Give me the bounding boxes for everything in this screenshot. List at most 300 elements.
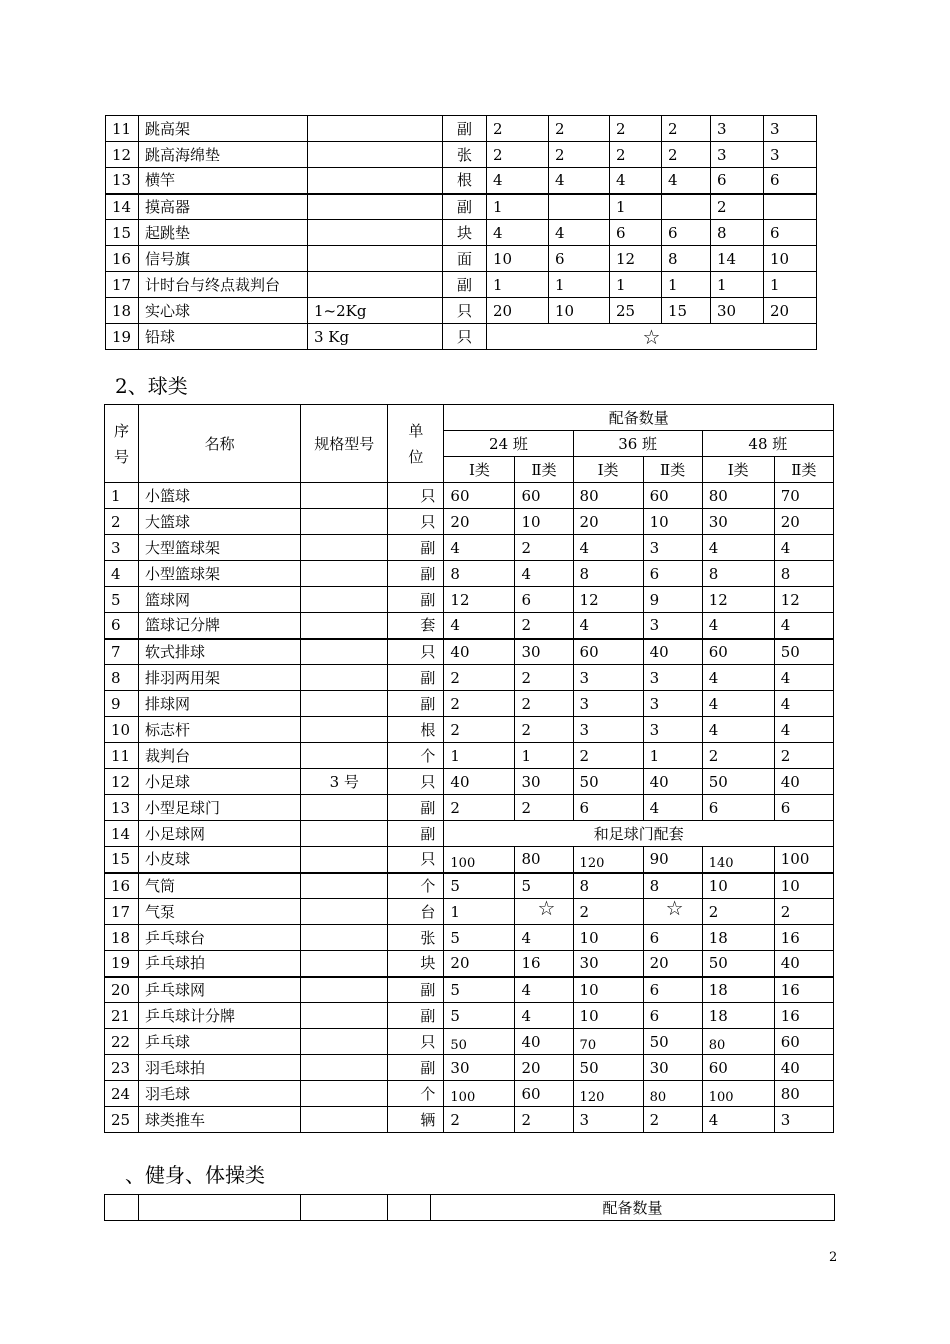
row-spec: [301, 561, 388, 587]
cell-empty: [105, 1195, 139, 1221]
row-spec: [301, 899, 388, 925]
row-value: 80: [643, 1081, 702, 1107]
row-value: 2: [774, 899, 833, 925]
row-no: 1: [105, 483, 139, 509]
row-value: 4: [702, 691, 774, 717]
row-value: 10: [549, 298, 610, 324]
table-row: [105, 509, 834, 535]
row-no: 17: [106, 272, 139, 298]
row-value: 12: [774, 587, 833, 613]
row-no: 16: [106, 246, 139, 272]
row-value: 10: [573, 1003, 643, 1029]
row-merged-value: ☆: [487, 324, 817, 350]
row-spec: [301, 925, 388, 951]
row-value: 10: [515, 509, 573, 535]
row-unit: 副: [443, 116, 487, 142]
row-value: 2: [573, 899, 643, 925]
row-value: 6: [774, 795, 833, 821]
row-merged-value: 和足球门配套: [444, 821, 834, 847]
row-value: 4: [774, 717, 833, 743]
row-no: 7: [105, 639, 139, 665]
row-unit: 块: [388, 951, 444, 977]
table-row: [105, 925, 834, 951]
row-value: 2: [444, 795, 515, 821]
table-row: [106, 194, 817, 220]
row-value: 2: [610, 116, 662, 142]
cell-empty: [388, 1195, 431, 1221]
row-value: 4: [444, 535, 515, 561]
row-unit: 副: [388, 1003, 444, 1029]
row-value: 10: [643, 509, 702, 535]
row-value: 40: [444, 769, 515, 795]
row-no: 19: [106, 324, 139, 350]
row-value: 10: [573, 925, 643, 951]
row-value: 2: [515, 613, 573, 639]
row-no: 23: [105, 1055, 139, 1081]
table-row: [105, 1055, 834, 1081]
row-value: 16: [774, 1003, 833, 1029]
row-value: 5: [444, 873, 515, 899]
row-value: 1: [643, 743, 702, 769]
row-value: 3: [573, 717, 643, 743]
row-value: 4: [774, 535, 833, 561]
row-value: 3: [643, 691, 702, 717]
row-value: 2: [711, 194, 764, 220]
row-value: 1: [610, 272, 662, 298]
row-value: 3: [573, 665, 643, 691]
row-value: 20: [444, 509, 515, 535]
row-name: 起跳垫: [139, 220, 308, 246]
row-value: 1: [662, 272, 711, 298]
row-value: 2: [549, 142, 610, 168]
row-spec: [301, 483, 388, 509]
row-no: 24: [105, 1081, 139, 1107]
row-value: 50: [573, 1055, 643, 1081]
row-value: 9: [643, 587, 702, 613]
row-value: 12: [444, 587, 515, 613]
row-value: 60: [643, 483, 702, 509]
row-unit: 副: [443, 194, 487, 220]
row-value: 2: [444, 717, 515, 743]
row-value: 40: [643, 769, 702, 795]
row-value: 40: [774, 1055, 833, 1081]
row-name: 大型篮球架: [139, 535, 301, 561]
row-spec: 1~2Kg: [308, 298, 443, 324]
row-value: ☆: [643, 899, 702, 925]
row-unit: 根: [443, 168, 487, 194]
row-value: 40: [515, 1029, 573, 1055]
row-spec: [301, 535, 388, 561]
row-unit: 副: [388, 587, 444, 613]
row-value: 2: [515, 717, 573, 743]
page-number: 2: [829, 1250, 838, 1265]
row-value: 6: [711, 168, 764, 194]
table-row: [105, 951, 834, 977]
row-value: 1: [610, 194, 662, 220]
row-value: 6: [643, 925, 702, 951]
row-value: 6: [764, 168, 817, 194]
table-row: [105, 691, 834, 717]
row-name: 小篮球: [139, 483, 301, 509]
row-value: 4: [515, 561, 573, 587]
row-name: 篮球记分牌: [139, 613, 301, 639]
row-name: 跳高架: [139, 116, 308, 142]
row-unit: 个: [388, 1081, 444, 1107]
row-value: 80: [774, 1081, 833, 1107]
row-value: 2: [643, 1107, 702, 1133]
row-value: 120: [573, 1081, 643, 1107]
row-no: 12: [106, 142, 139, 168]
row-no: 2: [105, 509, 139, 535]
row-no: 17: [105, 899, 139, 925]
row-value: 80: [702, 1029, 774, 1055]
row-value: 60: [444, 483, 515, 509]
row-no: 8: [105, 665, 139, 691]
row-value: 16: [774, 925, 833, 951]
row-spec: [301, 1107, 388, 1133]
row-name: 排羽两用架: [139, 665, 301, 691]
row-unit: 副: [443, 272, 487, 298]
table-row: [106, 116, 817, 142]
row-value: 12: [702, 587, 774, 613]
row-value: 1: [711, 272, 764, 298]
row-no: 5: [105, 587, 139, 613]
row-name: 乒乓球: [139, 1029, 301, 1055]
table-row: [105, 795, 834, 821]
row-no: 16: [105, 873, 139, 899]
row-spec: [301, 1055, 388, 1081]
table-row: [105, 665, 834, 691]
table-row: [105, 613, 834, 639]
row-value: 30: [702, 509, 774, 535]
header-group-48: 48 班: [702, 431, 833, 457]
ball-sports-table: [104, 404, 834, 1133]
row-name: 软式排球: [139, 639, 301, 665]
row-value: 4: [702, 535, 774, 561]
row-spec: [308, 116, 443, 142]
row-value: 6: [573, 795, 643, 821]
row-unit: 只: [388, 769, 444, 795]
row-value: 50: [573, 769, 643, 795]
table-row: [105, 587, 834, 613]
row-value: 4: [774, 691, 833, 717]
row-no: 12: [105, 769, 139, 795]
row-value: 3: [643, 535, 702, 561]
row-value: 50: [774, 639, 833, 665]
row-value: 8: [774, 561, 833, 587]
row-value: 2: [515, 795, 573, 821]
row-value: 2: [515, 1107, 573, 1133]
row-unit: 只: [388, 1029, 444, 1055]
table-row: [105, 873, 834, 899]
row-value: 2: [515, 691, 573, 717]
row-value: 1: [764, 272, 817, 298]
row-spec: [301, 639, 388, 665]
row-value: 3: [573, 691, 643, 717]
row-value: 3: [774, 1107, 833, 1133]
row-value: 8: [662, 246, 711, 272]
row-value: 3: [573, 1107, 643, 1133]
row-value: 50: [444, 1029, 515, 1055]
row-name: 气泵: [139, 899, 301, 925]
table-row: [105, 535, 834, 561]
row-value: 20: [487, 298, 549, 324]
row-value: 5: [444, 1003, 515, 1029]
row-name: 羽毛球拍: [139, 1055, 301, 1081]
row-value: 4: [487, 220, 549, 246]
row-no: 18: [105, 925, 139, 951]
row-value: 2: [487, 142, 549, 168]
row-value: 1: [487, 272, 549, 298]
row-value: 4: [444, 613, 515, 639]
row-value: 50: [702, 769, 774, 795]
row-value: 30: [444, 1055, 515, 1081]
row-value: 2: [487, 116, 549, 142]
row-unit: 只: [443, 324, 487, 350]
row-value: 6: [643, 1003, 702, 1029]
row-value: 2: [444, 691, 515, 717]
row-value: 4: [774, 613, 833, 639]
row-no: 6: [105, 613, 139, 639]
row-no: 25: [105, 1107, 139, 1133]
row-spec: [301, 717, 388, 743]
row-value: 30: [711, 298, 764, 324]
row-value: 4: [702, 1107, 774, 1133]
row-value: 16: [774, 977, 833, 1003]
row-value: 3: [643, 665, 702, 691]
row-value: 4: [610, 168, 662, 194]
row-name: 羽毛球: [139, 1081, 301, 1107]
row-spec: [301, 1081, 388, 1107]
row-spec: [301, 587, 388, 613]
row-unit: 只: [443, 298, 487, 324]
row-no: 15: [105, 847, 139, 873]
table-row: [105, 1107, 834, 1133]
row-name: 计时台与终点裁判台: [139, 272, 308, 298]
row-value: 6: [764, 220, 817, 246]
row-value: 8: [573, 561, 643, 587]
row-value: 4: [573, 535, 643, 561]
row-no: 9: [105, 691, 139, 717]
row-value: 4: [487, 168, 549, 194]
header-name: 名称: [139, 405, 301, 483]
section-heading-balls: 2、球类: [115, 374, 188, 398]
table-row: [105, 717, 834, 743]
row-value: 12: [610, 246, 662, 272]
row-name: 小足球网: [139, 821, 301, 847]
row-value: 6: [549, 246, 610, 272]
header-class: Ⅰ类: [573, 457, 643, 483]
row-value: 6: [610, 220, 662, 246]
row-name: 实心球: [139, 298, 308, 324]
header-class: Ⅱ类: [643, 457, 702, 483]
row-value: 8: [444, 561, 515, 587]
row-unit: 只: [388, 483, 444, 509]
table-row: [105, 769, 834, 795]
row-unit: 个: [388, 743, 444, 769]
row-name: 大篮球: [139, 509, 301, 535]
row-value: 1: [549, 272, 610, 298]
row-name: 裁判台: [139, 743, 301, 769]
row-spec: [301, 691, 388, 717]
row-value: 10: [702, 873, 774, 899]
row-value: 4: [515, 1003, 573, 1029]
row-value: 140: [702, 847, 774, 873]
row-value: 10: [487, 246, 549, 272]
row-value: 8: [711, 220, 764, 246]
row-value: 2: [610, 142, 662, 168]
table-row: [105, 639, 834, 665]
row-value: 1: [487, 194, 549, 220]
row-unit: 副: [388, 561, 444, 587]
row-no: 19: [105, 951, 139, 977]
row-name: 气筒: [139, 873, 301, 899]
row-value: 50: [702, 951, 774, 977]
header-class: Ⅰ类: [702, 457, 774, 483]
row-name: 小足球: [139, 769, 301, 795]
row-value: 60: [702, 1055, 774, 1081]
header-group-24: 24 班: [444, 431, 573, 457]
table-row: [106, 298, 817, 324]
row-value: 10: [774, 873, 833, 899]
row-value: 50: [643, 1029, 702, 1055]
row-value: 3: [711, 142, 764, 168]
row-unit: 副: [388, 795, 444, 821]
row-value: 40: [774, 951, 833, 977]
row-value: 1: [515, 743, 573, 769]
row-value: 4: [774, 665, 833, 691]
row-value: [764, 194, 817, 220]
row-no: 3: [105, 535, 139, 561]
row-value: 2: [662, 116, 711, 142]
row-no: 18: [106, 298, 139, 324]
row-value: 3: [764, 142, 817, 168]
row-value: 8: [573, 873, 643, 899]
row-unit: 张: [388, 925, 444, 951]
row-value: 8: [702, 561, 774, 587]
row-value: 90: [643, 847, 702, 873]
section-heading-fitness: 、健身、体操类: [125, 1163, 265, 1187]
header-quantity: 配备数量: [444, 405, 834, 431]
row-name: 摸高器: [139, 194, 308, 220]
row-value: 4: [573, 613, 643, 639]
row-value: 4: [643, 795, 702, 821]
row-value: 6: [662, 220, 711, 246]
row-value: 2: [515, 535, 573, 561]
row-value: 15: [662, 298, 711, 324]
header-class: Ⅱ类: [774, 457, 833, 483]
table-row: [105, 561, 834, 587]
row-value: 2: [573, 743, 643, 769]
table-row: [106, 246, 817, 272]
row-value: 2: [662, 142, 711, 168]
row-value: 12: [573, 587, 643, 613]
row-unit: 副: [388, 691, 444, 717]
row-value: 30: [515, 769, 573, 795]
row-value: 8: [643, 873, 702, 899]
row-no: 13: [106, 168, 139, 194]
row-value: 80: [573, 483, 643, 509]
row-value: 30: [643, 1055, 702, 1081]
row-unit: 张: [443, 142, 487, 168]
row-value: 3: [764, 116, 817, 142]
row-value: 3: [711, 116, 764, 142]
row-name: 乒乓球网: [139, 977, 301, 1003]
row-name: 横竿: [139, 168, 308, 194]
row-no: 14: [105, 821, 139, 847]
row-no: 10: [105, 717, 139, 743]
row-spec: [301, 847, 388, 873]
row-spec: [301, 821, 388, 847]
row-unit: 只: [388, 639, 444, 665]
row-no: 21: [105, 1003, 139, 1029]
row-value: 100: [774, 847, 833, 873]
row-value: 5: [515, 873, 573, 899]
row-no: 11: [106, 116, 139, 142]
row-value: 2: [774, 743, 833, 769]
row-name: 小皮球: [139, 847, 301, 873]
row-value: 18: [702, 1003, 774, 1029]
row-name: 排球网: [139, 691, 301, 717]
table-row: [105, 1003, 834, 1029]
row-name: 球类推车: [139, 1107, 301, 1133]
row-value: 20: [764, 298, 817, 324]
row-value: 120: [573, 847, 643, 873]
row-no: 4: [105, 561, 139, 587]
row-value: 100: [444, 847, 515, 873]
row-spec: [308, 194, 443, 220]
row-spec: [301, 613, 388, 639]
row-no: 15: [106, 220, 139, 246]
row-unit: 根: [388, 717, 444, 743]
row-name: 小型篮球架: [139, 561, 301, 587]
row-value: 40: [444, 639, 515, 665]
row-no: 13: [105, 795, 139, 821]
row-spec: [301, 1029, 388, 1055]
row-value: 20: [573, 509, 643, 535]
row-value: 2: [549, 116, 610, 142]
track-field-table: [105, 115, 817, 350]
row-spec: [308, 272, 443, 298]
row-value: 3: [643, 717, 702, 743]
row-name: 乒乓球拍: [139, 951, 301, 977]
row-value: 70: [573, 1029, 643, 1055]
row-no: 14: [106, 194, 139, 220]
table-row: [105, 1029, 834, 1055]
row-name: 标志杆: [139, 717, 301, 743]
header-unit: 单 位: [388, 405, 444, 483]
row-value: 5: [444, 977, 515, 1003]
row-name: 信号旗: [139, 246, 308, 272]
header-no: 序 号: [105, 405, 139, 483]
row-value: 1: [444, 743, 515, 769]
row-value: 4: [702, 717, 774, 743]
row-value: 1: [444, 899, 515, 925]
row-unit: 副: [388, 665, 444, 691]
row-name: 乒乓球台: [139, 925, 301, 951]
row-spec: [301, 873, 388, 899]
row-value: 4: [549, 220, 610, 246]
table-row: [106, 272, 817, 298]
row-value: 25: [610, 298, 662, 324]
row-spec: [301, 743, 388, 769]
row-value: 20: [444, 951, 515, 977]
row-name: 篮球网: [139, 587, 301, 613]
row-value: 60: [515, 483, 573, 509]
header-class: Ⅰ类: [444, 457, 515, 483]
table-row: [105, 847, 834, 873]
row-value: ☆: [515, 899, 573, 925]
